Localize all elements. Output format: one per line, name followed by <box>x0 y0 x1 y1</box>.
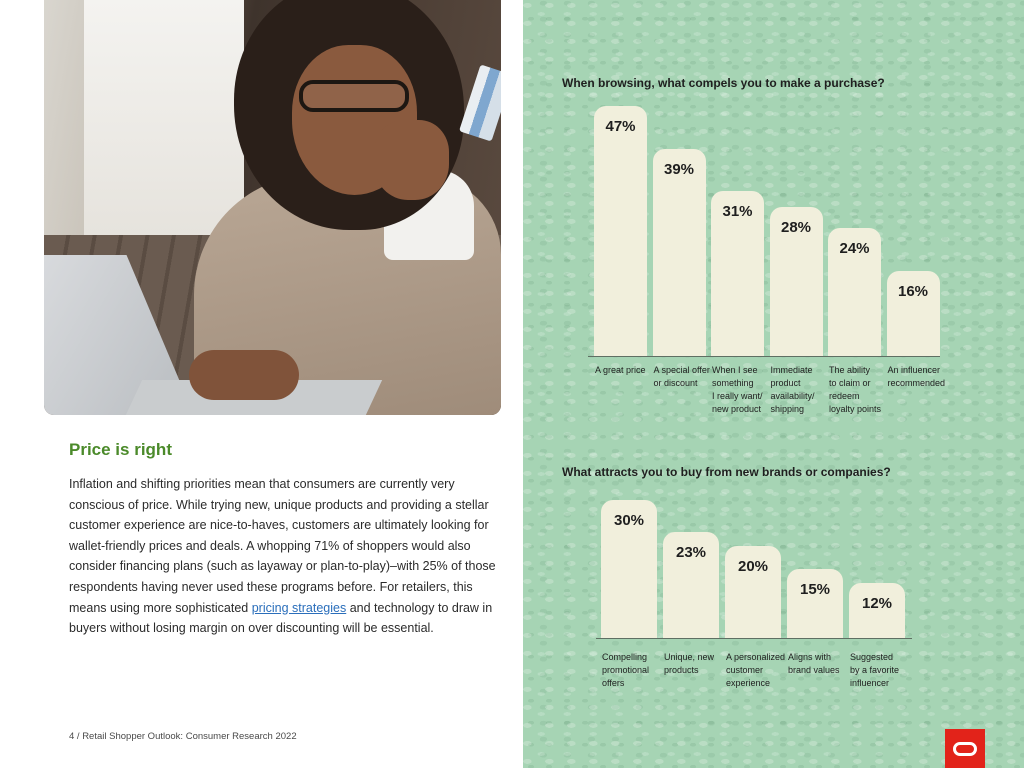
chart-bar-value: 20% <box>737 558 769 575</box>
chart-bar <box>711 191 764 356</box>
chart-1-title: When browsing, what compels you to make a purchase? <box>562 76 885 90</box>
oracle-logo <box>945 729 985 768</box>
chart-category-label: Suggested by a favorite influencer <box>850 652 900 688</box>
chart-bar <box>849 583 905 638</box>
chart-baseline <box>588 356 940 357</box>
section-heading: Price is right <box>69 440 172 459</box>
photo-typing-hands <box>189 350 299 400</box>
chart-2-title: What attracts you to buy from new brands or companies? <box>562 465 891 479</box>
chart-bar-value: 15% <box>799 581 831 598</box>
chart-bar <box>770 207 823 356</box>
chart-category-label: The ability to claim or redeem loyalty points <box>829 365 882 414</box>
chart-bar-value: 31% <box>722 203 753 221</box>
chart-bar-value: 12% <box>861 594 893 612</box>
photo-glasses <box>299 80 409 112</box>
chart-bar <box>725 546 781 638</box>
chart-bar <box>653 149 706 356</box>
chart-bar <box>828 228 881 356</box>
photo-window <box>84 0 244 235</box>
chart-bar <box>887 271 940 356</box>
chart-bar-value: 30% <box>613 512 645 529</box>
chart-bar-value: 47% <box>605 118 636 135</box>
page-footer: 4 / Retail Shopper Outlook: Consumer Research 2022 <box>69 731 297 742</box>
chart-category-label: Immediate product availability/ shipping <box>770 365 815 414</box>
chart-category-label: A great price <box>595 365 646 375</box>
body-text-part-1: Inflation and shifting priorities mean that consumers are currently very conscious of price. While trying new, unique products and providing a stellar customer experience are nice-to-haves, customers are ultimately looking for wallet-friendly prices and deals. A whopping 71% of shoppers would also consider financing plans (such as layaway or plan-to-play)–with 25% of those respondents having never used these programs before. For retailers, this means using more sophisticated <box>69 477 496 615</box>
chart-category-label: A special offer or discount <box>653 365 710 388</box>
chart-category-label: Aligns with brand values <box>788 652 840 675</box>
chart-bar-value: 28% <box>780 219 812 237</box>
chart-bar <box>663 532 719 638</box>
pricing-strategies-link[interactable]: pricing strategies <box>251 600 347 615</box>
chart-bar-value: 16% <box>897 282 929 300</box>
credit-card-icon <box>459 64 501 141</box>
chart-baseline <box>596 638 912 639</box>
photo-hand <box>374 120 449 200</box>
chart-category-label: When I see something I really want/ new product <box>712 365 763 414</box>
hero-photo <box>44 0 501 415</box>
chart-bar <box>787 569 843 638</box>
chart-bar <box>594 106 647 356</box>
oracle-logo-icon <box>953 742 977 756</box>
chart-category-label: A personalized customer experience <box>726 652 786 688</box>
body-paragraph <box>69 474 501 639</box>
chart-bar-value: 39% <box>663 160 695 178</box>
body-text-part-2: and technology to draw in buyers without losing margin on over discounting will be essential. <box>69 600 493 636</box>
chart-category-label: An influencer recommended <box>887 365 946 388</box>
chart-bar <box>601 500 657 638</box>
chart-category-label: Compelling promotional offers <box>602 652 650 688</box>
chart-category-label: Unique, new products <box>664 652 715 675</box>
chart-bar-value: 23% <box>675 544 707 562</box>
chart-bar-value: 24% <box>839 240 870 258</box>
